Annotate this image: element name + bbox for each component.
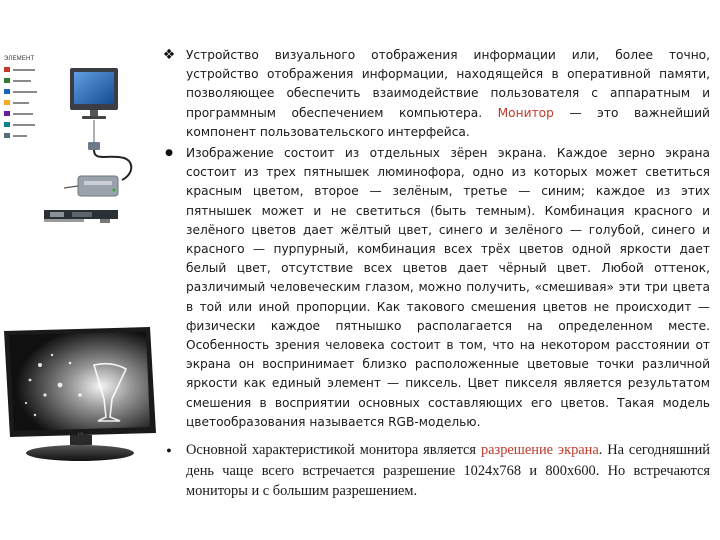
text-segment: — это важнейший компонент пользовательского интерфейса. — [186, 105, 710, 139]
text-segment: Основной характеристикой монитора является — [186, 442, 481, 459]
legend-line — [13, 113, 33, 115]
legend-swatch — [4, 122, 10, 127]
graphics-card-icon — [42, 204, 122, 228]
legend-line — [13, 80, 31, 82]
legend-swatch — [4, 100, 10, 105]
term-monitor: Монитор — [497, 105, 554, 120]
legend-swatch — [4, 133, 10, 138]
legend-swatch — [4, 111, 10, 116]
legend-line — [13, 124, 35, 126]
text-segment: . На сегодняшний день чаще всего встречается разрешение 1024x768 и 800x600. Но встречаются мониторы и с большим разрешением. — [186, 442, 710, 500]
legend-swatch — [4, 67, 10, 72]
paragraph-monitor-definition — [186, 46, 710, 142]
illustrations-panel — [0, 0, 170, 540]
lcd-monitor-icon — [0, 325, 160, 465]
vga-cable-icon — [88, 120, 131, 180]
content-text — [162, 46, 710, 502]
monitor-connection-diagram — [38, 62, 138, 222]
diamond-bullet-icon: ❖ — [162, 47, 176, 63]
bullet-item-resolution — [162, 440, 710, 502]
paragraph-resolution — [186, 440, 710, 502]
dot-bullet-icon: ● — [166, 445, 172, 456]
legend-swatch — [4, 78, 10, 83]
legend-swatch — [4, 89, 10, 94]
bullet-item-pixel-rgb — [162, 144, 710, 432]
legend-heading: ЭЛЕМЕНТ — [4, 56, 35, 62]
term-screen-resolution: разрешение экрана — [480, 442, 599, 459]
legend-line — [13, 91, 37, 93]
svg-text:LG: LG — [78, 431, 84, 436]
adapter-box-icon — [64, 176, 118, 196]
legend-line — [13, 69, 35, 71]
legend-line — [13, 135, 27, 137]
crt-monitor-icon — [70, 68, 118, 119]
paragraph-pixel-rgb: Изображение состоит из отдельных зёрен экрана. Каждое зерно экрана состоит из трех пятнышек люминофора, одно из которых может светиться красным цветом, второе — зелёным, третье — синим; каждое из этих пятнышек может и не светиться (быть темным). Комбинация красного и зелёного цветов дает жёлтый цвет, синего и зелёного — голубой, синего и красного — пурпурный, комбинация всех трёх цветов одной яркости дает белый цвет, отсутствие всех цветов дает чёрный цвет. Любой оттенок, различимый человеческим глазом, можно получить, «смешивая» эти три цвета в той или иной пропорции. Как такового смешения цветов не происходит — физически каждое пятнышко располагается на определенном месте. Особенность зрения человека состоит в том, что на некотором расстоянии от экрана он воспринимает близко расположенные цветовые точки различной яркости как единый элемент — пиксель. Цвет пикселя является результатом смешения в восприятии основных составляющих его цветов. Такая модель цветообразования называется RGB-моделью. — [186, 146, 710, 429]
dot-bullet-icon: ● — [165, 148, 173, 159]
legend-line — [13, 102, 29, 104]
bullet-item-monitor-definition — [162, 46, 710, 142]
text-segment: Устройство визуального отображения информации или, более точно, устройство отображения информации, находящейся в оперативной памяти, позволяющее обеспечить взаимодействие пользователя с аппаратным и программным обеспечением компьютера. — [186, 48, 710, 120]
